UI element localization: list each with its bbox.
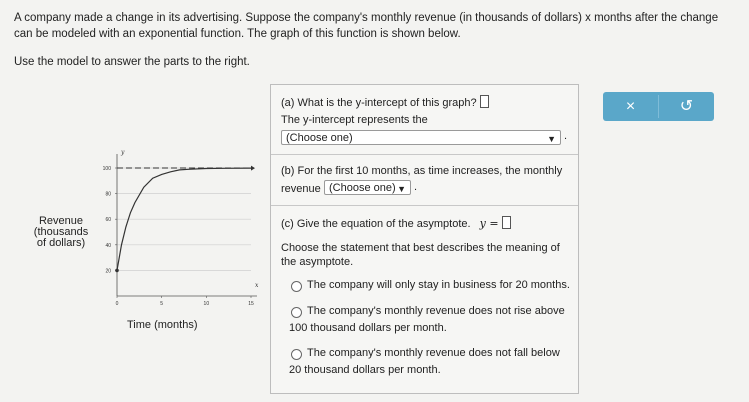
y-axis-title-line1: Revenue bbox=[38, 215, 84, 227]
y-axis-title-line2: (thousands bbox=[33, 226, 89, 238]
chevron-down-icon: ▼ bbox=[397, 184, 406, 194]
y-tick-label: 60 bbox=[105, 217, 111, 224]
option-2-radio[interactable] bbox=[291, 307, 302, 318]
part-a-dropdown-value: (Choose one) bbox=[286, 132, 353, 144]
part-a-question-text: (a) What is the y-intercept of this graph? bbox=[281, 97, 477, 109]
part-c-choose-line2: the asymptote. bbox=[281, 256, 354, 268]
divider bbox=[271, 205, 578, 206]
x-tick-label: 10 bbox=[203, 301, 210, 306]
period: . bbox=[564, 130, 568, 142]
y-axis-title-line3: of dollars) bbox=[36, 237, 86, 249]
part-c-question bbox=[281, 216, 511, 230]
option-3-radio[interactable] bbox=[291, 349, 302, 360]
option-3-line1: The company's monthly revenue does not fall below bbox=[307, 347, 560, 359]
y-axis-letter: y bbox=[121, 149, 125, 156]
clear-button[interactable]: × bbox=[625, 98, 636, 115]
y-tick-label: 40 bbox=[105, 242, 111, 249]
part-b-dropdown-value: (Choose one) bbox=[329, 182, 396, 194]
problem-statement: A company made a change in its advertising. Suppose the company's monthly revenue (in thousands of dollars) x months after the change can be modeled with an exponential function. The graph of this function is shown below. bbox=[14, 12, 719, 40]
part-b-question: (b) For the first 10 months, as time increases, the monthly bbox=[281, 165, 563, 177]
question-panel bbox=[270, 84, 579, 394]
x-tick-label: 5 bbox=[160, 301, 164, 306]
part-a-dropdown[interactable] bbox=[281, 130, 561, 145]
chevron-down-icon: ▼ bbox=[547, 134, 556, 144]
y-tick-label: 20 bbox=[105, 268, 111, 275]
option-2-line2: 100 thousand dollars per month. bbox=[289, 322, 447, 334]
part-a-answer-box[interactable] bbox=[480, 95, 489, 108]
option-3-line2: 20 thousand dollars per month. bbox=[289, 364, 441, 376]
period: . bbox=[414, 181, 418, 193]
part-a-question bbox=[281, 95, 489, 109]
y-tick-label: 100 bbox=[102, 166, 111, 172]
x-tick-label: 0 bbox=[115, 301, 119, 306]
part-b-dropdown[interactable] bbox=[324, 180, 411, 195]
curve-arrowhead bbox=[251, 166, 255, 171]
option-1-radio[interactable] bbox=[291, 281, 302, 292]
part-c-choose-line1: Choose the statement that best describes the meaning of bbox=[281, 242, 560, 254]
y-tick-label: 80 bbox=[105, 191, 111, 198]
y-axis-title bbox=[30, 216, 92, 249]
x-axis-title: Time (months) bbox=[127, 319, 198, 331]
undo-button[interactable]: ↺ bbox=[679, 98, 694, 115]
action-buttons bbox=[603, 92, 714, 121]
part-c-equation: y = bbox=[479, 217, 499, 230]
option-1-label: The company will only stay in business for 20 months. bbox=[307, 279, 570, 291]
divider bbox=[271, 154, 578, 155]
instruction: Use the model to answer the parts to the right. bbox=[14, 56, 250, 68]
revenue-graph bbox=[96, 146, 266, 306]
option-2-line1: The company's monthly revenue does not rise above bbox=[307, 305, 565, 317]
part-b-prefix: revenue bbox=[281, 183, 321, 195]
part-c-answer-box[interactable] bbox=[502, 216, 511, 229]
y-intercept-point bbox=[115, 269, 119, 273]
x-tick-label: 15 bbox=[248, 301, 254, 306]
part-c-question-text: (c) Give the equation of the asymptote. bbox=[281, 218, 471, 230]
part-a-statement: The y-intercept represents the bbox=[281, 114, 428, 126]
x-axis-letter: x bbox=[255, 282, 259, 289]
